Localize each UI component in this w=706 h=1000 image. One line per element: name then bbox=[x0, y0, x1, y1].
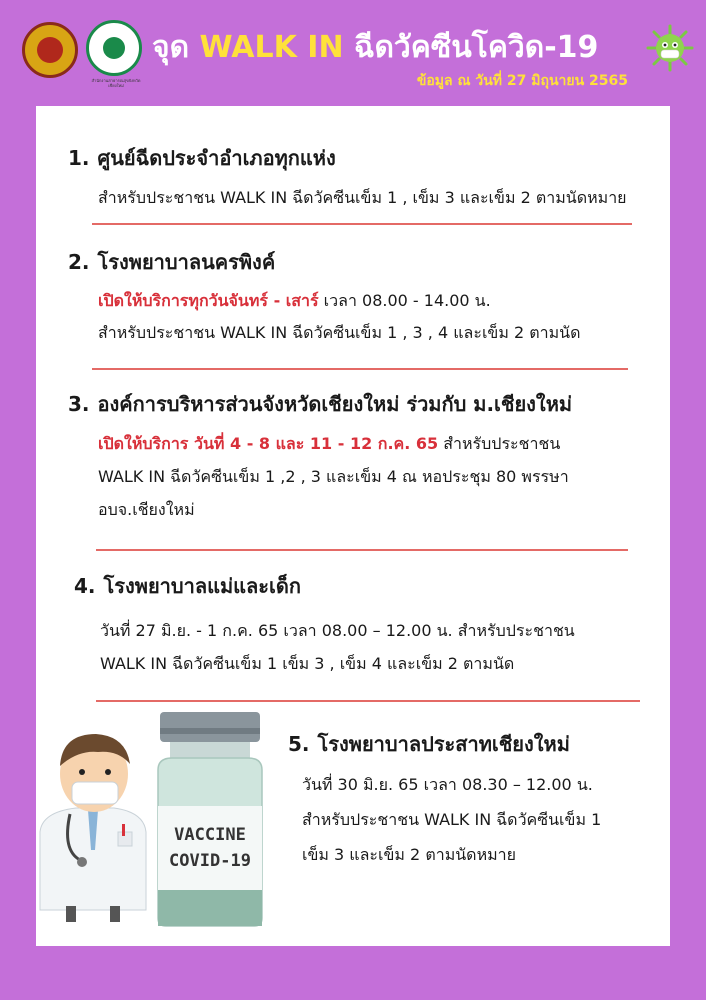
section-2-title bbox=[68, 246, 275, 278]
title-prefix: จุด bbox=[152, 30, 200, 65]
section-heading: โรงพยาบาลนครพิงค์ bbox=[97, 250, 276, 274]
opening-hours: เวลา 08.00 - 14.00 น. bbox=[318, 291, 491, 310]
section-1-line-1: สำหรับประชาชน WALK IN ฉีดวัคซีนเข็ม 1 , เข็ม 3 และเข็ม 2 ตามนัดหมาย bbox=[98, 188, 627, 207]
section-5-line-2: สำหรับประชาชน WALK IN ฉีดวัคซีนเข็ม 1 bbox=[302, 810, 602, 829]
section-4-title bbox=[74, 570, 301, 602]
vaccine-label-line-1: VACCINE bbox=[174, 825, 246, 845]
section-number: 1. bbox=[68, 146, 90, 170]
vaccine-label-line-2: COVID-19 bbox=[169, 851, 251, 871]
section-1-title bbox=[68, 142, 336, 174]
data-date-subtitle: ข้อมูล ณ วันที่ 27 มิถุนายน 2565 bbox=[416, 73, 628, 89]
section-heading: องค์การบริหารส่วนจังหวัดเชียงใหม่ ร่วมกับ ม.เชียงใหม่ bbox=[97, 392, 573, 416]
line-rest: สำหรับประชาชน bbox=[438, 434, 561, 453]
section-heading: โรงพยาบาลประสาทเชียงใหม่ bbox=[317, 732, 570, 756]
divider bbox=[92, 223, 632, 225]
section-heading: โรงพยาบาลแม่และเด็ก bbox=[103, 574, 301, 598]
divider bbox=[96, 549, 628, 551]
logo-caption: สำนักงานสาธารณสุขจังหวัดเชียงใหม่ bbox=[91, 78, 141, 88]
section-5-line-1: วันที่ 30 มิ.ย. 65 เวลา 08.30 – 12.00 น. bbox=[302, 775, 593, 794]
title-suffix: ฉีดวัคซีนโควิด-19 bbox=[343, 30, 599, 65]
section-3-line-2: WALK IN ฉีดวัคซีนเข็ม 1 ,2 , 3 และเข็ม 4 ณ หอประชุม 80 พรรษา bbox=[98, 467, 569, 486]
divider bbox=[92, 368, 628, 370]
opening-dates-highlight: เปิดให้บริการ วันที่ 4 - 8 และ 11 - 12 ก.ค. 65 bbox=[98, 434, 439, 453]
section-3-line-1 bbox=[98, 432, 560, 457]
section-5-title bbox=[288, 728, 570, 760]
section-number: 4. bbox=[74, 574, 96, 598]
section-number: 2. bbox=[68, 250, 90, 274]
section-3-line-3: อบจ.เชียงใหม่ bbox=[98, 500, 195, 519]
info-card bbox=[36, 106, 670, 946]
page-title bbox=[152, 24, 598, 71]
public-health-office-logo bbox=[86, 20, 142, 76]
opening-days-highlight: เปิดให้บริการทุกวันจันทร์ - เสาร์ bbox=[98, 291, 319, 310]
section-3-title bbox=[68, 388, 572, 420]
header bbox=[0, 0, 706, 100]
doctor-illustration bbox=[22, 720, 162, 926]
vaccine-bottle-illustration bbox=[142, 710, 302, 930]
section-heading: ศูนย์ฉีดประจำอำเภอทุกแห่ง bbox=[97, 146, 336, 170]
virus-mascot-icon bbox=[646, 24, 694, 72]
section-4-line-1: วันที่ 27 มิ.ย. - 1 ก.ค. 65 เวลา 08.00 – 12.00 น. สำหรับประชาชน bbox=[100, 621, 575, 640]
section-4-line-2: WALK IN ฉีดวัคซีนเข็ม 1 เข็ม 3 , เข็ม 4 และเข็ม 2 ตามนัด bbox=[100, 654, 515, 673]
title-highlight: WALK IN bbox=[199, 30, 344, 65]
section-number: 5. bbox=[288, 732, 310, 756]
provincial-seal-logo bbox=[22, 22, 78, 78]
section-5-line-3: เข็ม 3 และเข็ม 2 ตามนัดหมาย bbox=[302, 845, 517, 864]
divider bbox=[96, 700, 640, 702]
section-2-line-2: สำหรับประชาชน WALK IN ฉีดวัคซีนเข็ม 1 , 3 , 4 และเข็ม 2 ตามนัด bbox=[98, 323, 581, 342]
section-2-line-1 bbox=[98, 289, 491, 314]
section-number: 3. bbox=[68, 392, 90, 416]
